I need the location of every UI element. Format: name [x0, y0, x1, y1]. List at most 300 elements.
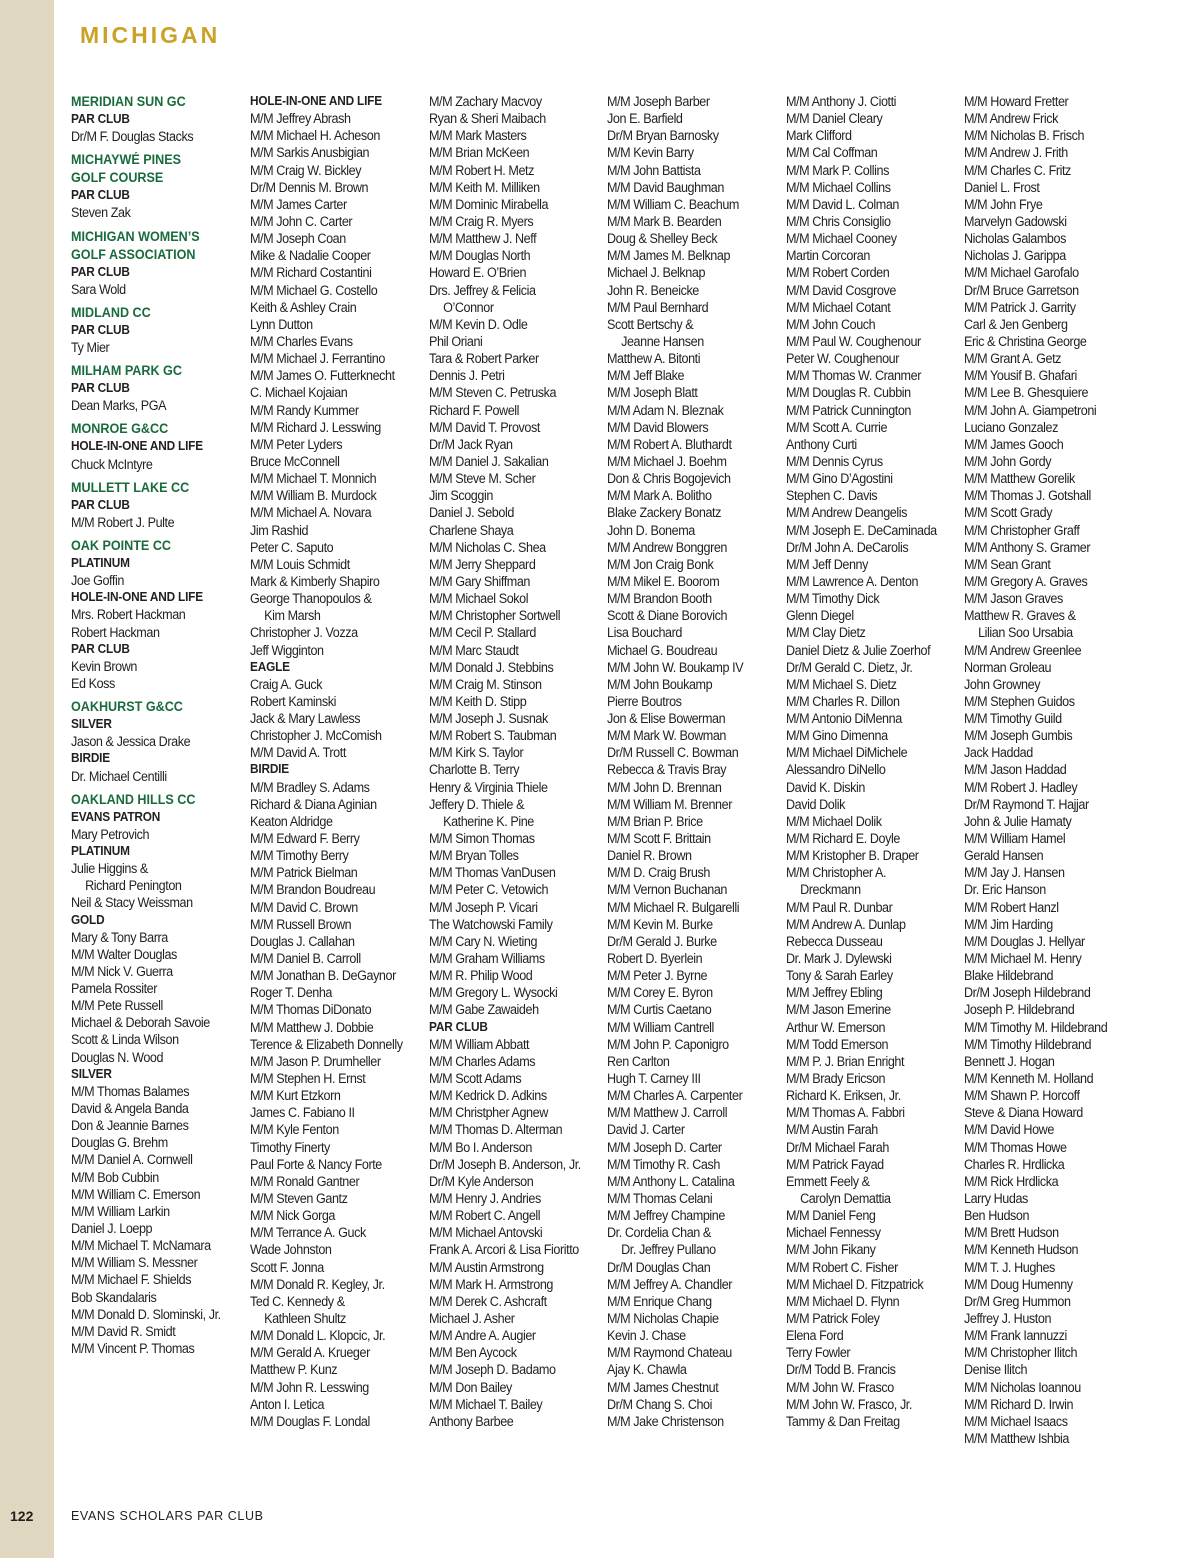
donor-name: Dr. Michael Centilli [71, 768, 167, 784]
donor-name: M/M Michael Garofalo [964, 265, 1079, 281]
donor-name: M/M John A. Giampetroni [964, 402, 1097, 418]
donor-name: Dr/M Russell C. Bowman [607, 745, 739, 761]
donor-name: M/M Michael H. Acheson [250, 128, 380, 144]
donor-name: M/M Michael G. Costello [250, 282, 378, 298]
donor-name: Daniel J. Loepp [71, 1221, 153, 1237]
donor-name: M/M David Blowers [607, 419, 709, 435]
donor-name: Dr/M John A. DeCarolis [786, 539, 909, 555]
donor-name: M/M John R. Lesswing [250, 1379, 369, 1395]
donor-name-continued: Lilian Soo Ursabia [978, 625, 1073, 641]
donor-name: M/M William S. Messner [71, 1255, 198, 1271]
donor-name: M/M Thomas W. Cranmer [786, 368, 921, 384]
donor-name: M/M Marc Staudt [429, 642, 519, 658]
donor-name: M/M Craig M. Stinson [429, 676, 542, 692]
donor-name: M/M David Baughman [607, 179, 724, 195]
donor-name: Matthew A. Bitonti [607, 351, 701, 367]
donor-name: M/M Michael D. Fitzpatrick [786, 1276, 924, 1292]
donor-name: Tony & Sarah Earley [786, 968, 893, 984]
donor-name: M/M Scott A. Currie [786, 419, 888, 435]
donor-name: M/M Gino D’Agostini [786, 471, 893, 487]
donor-name: M/M Keith M. Milliken [429, 179, 540, 195]
donor-name: Keaton Aldridge [250, 813, 333, 829]
donor-name: M/M Christpher Agnew [429, 1105, 548, 1121]
donor-name: M/M Kyle Fenton [250, 1122, 339, 1138]
donor-name: Drs. Jeffrey & Felicia [429, 282, 536, 298]
donor-name: M/M Daniel Cleary [786, 111, 883, 127]
donor-name: M/M Thomas VanDusen [429, 865, 556, 881]
donor-name-continued: Kathleen Shultz [264, 1310, 346, 1326]
donor-name: Dr/M Joseph Hildebrand [964, 985, 1091, 1001]
club-name: MILHAM PARK GC [71, 363, 182, 379]
donor-name: Dennis J. Petri [429, 368, 505, 384]
giving-level: PLATINUM [71, 555, 130, 570]
donor-name: M/M William M. Brenner [607, 796, 732, 812]
donor-name: M/M Christopher Graff [964, 522, 1080, 538]
donor-name: M/M Mikel E. Boorom [607, 573, 720, 589]
donor-name: Denise Ilitch [964, 1362, 1028, 1378]
donor-name: M/M Joseph Gumbis [964, 728, 1073, 744]
donor-name: M/M John Gordy [964, 453, 1052, 469]
donor-name: Martin Corcoran [786, 248, 870, 264]
club-name: GOLF COURSE [71, 170, 164, 186]
donor-name: M/M Michael DiMichele [786, 745, 908, 761]
donor-name: Daniel R. Brown [607, 848, 692, 864]
donor-name: M/M Michael D. Flynn [786, 1293, 900, 1309]
donor-name: M/M Scott Adams [429, 1071, 522, 1087]
club-name: MICHAYWÉ PINES [71, 152, 182, 168]
donor-name: M/M Frank Iannuzzi [964, 1328, 1067, 1344]
donor-name: Steve & Diana Howard [964, 1105, 1083, 1121]
donor-name: Anthony Curti [786, 436, 857, 452]
donor-name: M/M Mark W. Bowman [607, 728, 726, 744]
donor-name: Christopher J. McComish [250, 728, 382, 744]
donor-name: Mary Petrovich [71, 826, 150, 842]
donor-name: M/M John Boukamp [607, 676, 713, 692]
donor-name: M/M Robert Hanzl [964, 899, 1059, 915]
donor-name: M/M John Battista [607, 162, 701, 178]
donor-name: Dr. Mark J. Dylewski [786, 951, 892, 967]
donor-name: M/M William Hamel [964, 831, 1066, 847]
donor-name: M/M Robert H. Metz [429, 162, 535, 178]
donor-name: M/M Brandon Booth [607, 591, 712, 607]
donor-name: M/M Robert J. Pulte [71, 514, 175, 530]
donor-name: M/M Jason Emerine [786, 1002, 891, 1018]
donor-name: Howard E. O’Brien [429, 265, 527, 281]
donor-name: Anton I. Letica [250, 1396, 325, 1412]
donor-name: M/M Mark H. Armstrong [429, 1276, 554, 1292]
donor-name: M/M Scott Grady [964, 505, 1053, 521]
donor-name: John & Julie Hamaty [964, 813, 1072, 829]
donor-name: M/M P. J. Brian Enright [786, 1053, 905, 1069]
donor-name: Eric & Christina George [964, 333, 1087, 349]
page-footer [0, 1506, 600, 1530]
donor-name: M/M Kevin D. Odle [429, 316, 528, 332]
club-name: MERIDIAN SUN GC [71, 94, 186, 109]
donor-name: Sara Wold [71, 281, 126, 297]
donor-name: M/M Charles R. Dillon [786, 693, 900, 709]
donor-name: Richard F. Powell [429, 402, 520, 418]
donor-name: M/M Michael Cooney [786, 231, 897, 247]
giving-level: GOLD [71, 912, 105, 927]
donor-name: M/M Charles C. Fritz [964, 162, 1071, 178]
donor-name: Wade Johnston [250, 1242, 332, 1258]
donor-name: Tara & Robert Parker [429, 351, 539, 367]
giving-level: PAR CLUB [71, 497, 130, 512]
donor-name: Matthew R. Graves & [964, 608, 1076, 624]
donor-name: M/M Jason Graves [964, 591, 1063, 607]
donor-name: M/M Austin Armstrong [429, 1259, 544, 1275]
donor-name: M/M Bryan Tolles [429, 848, 519, 864]
donor-name: M/M Gabe Zawaideh [429, 1002, 539, 1018]
donor-name: George Thanopoulos & [250, 591, 372, 607]
donor-name: M/M Cary N. Wieting [429, 933, 538, 949]
donor-name: M/M Chris Consiglio [786, 213, 891, 229]
donor-name: M/M Curtis Caetano [607, 1002, 712, 1018]
donor-name: M/M Michael A. Novara [250, 505, 372, 521]
club-name: GOLF ASSOCIATION [71, 246, 196, 262]
donor-name: John R. Beneicke [607, 282, 699, 298]
donor-name: M/M Brady Ericson [786, 1071, 886, 1087]
donor-name: Michael J. Belknap [607, 265, 706, 281]
donor-name: M/M Andrew A. Dunlap [786, 916, 906, 932]
donor-name: M/M Zachary Macvoy [429, 94, 542, 109]
donor-name: M/M Jay J. Hansen [964, 865, 1065, 881]
column-5 [786, 93, 962, 1430]
donor-name: M/M Gino Dimenna [786, 728, 888, 744]
donor-name: Arthur W. Emerson [786, 1019, 886, 1035]
donor-name: Dr/M Bryan Barnosky [607, 128, 719, 144]
giving-level: SILVER [71, 1066, 112, 1081]
donor-name: M/M Jonathan B. DeGaynor [250, 968, 396, 984]
donor-name: M/M Bradley S. Adams [250, 779, 370, 795]
donor-name: Lisa Bouchard [607, 625, 682, 641]
donor-name: Dr/M Jack Ryan [429, 436, 513, 452]
donor-name: M/M Michael J. Ferrantino [250, 351, 385, 367]
donor-name: M/M Charles A. Carpenter [607, 1088, 743, 1104]
donor-name: M/M Matthew J. Carroll [607, 1105, 728, 1121]
donor-name: Jim Rashid [250, 522, 309, 538]
donor-name: M/M Corey E. Byron [607, 985, 713, 1001]
donor-name: M/M Kurt Etzkorn [250, 1088, 341, 1104]
club-name: MICHIGAN WOMEN’S [71, 228, 200, 244]
donor-name: M/M Daniel Feng [786, 1208, 876, 1224]
donor-name: M/M Michael Antovski [429, 1225, 543, 1241]
donor-name: M/M Raymond Chateau [607, 1345, 732, 1361]
donor-name: Joe Goffin [71, 573, 124, 589]
donor-name: Peter C. Saputo [250, 539, 334, 555]
donor-name: M/M Robert C. Angell [429, 1208, 541, 1224]
donor-name: M/M Sarkis Anusbigian [250, 145, 370, 161]
donor-name: M/M Don Bailey [429, 1379, 512, 1395]
donor-name: M/M Joseph E. DeCaminada [786, 522, 937, 538]
donor-name: M/M William Cantrell [607, 1019, 714, 1035]
donor-name: M/M Donald R. Kegley, Jr. [250, 1276, 385, 1292]
donor-name: M/M Craig W. Bickley [250, 162, 362, 178]
donor-name: Scott & Linda Wilson [71, 1032, 179, 1048]
donor-name: M/M Jon Craig Bonk [607, 556, 714, 572]
donor-name: Norman Groleau [964, 659, 1052, 675]
donor-name: Richard & Diana Aginian [250, 796, 377, 812]
donor-name: David & Angela Banda [71, 1101, 189, 1117]
donor-name: Pierre Boutros [607, 693, 682, 709]
donor-name: M/M Grant A. Getz [964, 351, 1062, 367]
donor-name: Dr/M F. Douglas Stacks [71, 129, 194, 145]
donor-name: M/M Andrew Frick [964, 111, 1058, 127]
donor-name: M/M Michael J. Boehm [607, 453, 727, 469]
donor-name: M/M Timothy M. Hildebrand [964, 1019, 1108, 1035]
donor-name: M/M Kevin Barry [607, 145, 694, 161]
donor-name: Bob Skandalaris [71, 1289, 157, 1305]
donor-name: M/M Yousif B. Ghafari [964, 368, 1077, 384]
donor-name: M/M Stephen Guidos [964, 693, 1075, 709]
donor-name: M/M Scott F. Brittain [607, 831, 711, 847]
giving-level: HOLE-IN-ONE AND LIFE [71, 590, 203, 605]
donor-name: M/M Peter Lyders [250, 436, 343, 452]
donor-name: M/M Paul W. Coughenour [786, 333, 921, 349]
donor-name: Dr/M Kyle Anderson [429, 1173, 534, 1189]
donor-name: Matthew P. Kunz [250, 1362, 338, 1378]
donor-name: M/M Lawrence A. Denton [786, 573, 919, 589]
donor-name: Jeffrey J. Huston [964, 1310, 1052, 1326]
donor-name: M/M Jeffrey A. Chandler [607, 1276, 733, 1292]
donor-name: M/M William Abbatt [429, 1036, 530, 1052]
donor-name: Dr/M Todd B. Francis [786, 1362, 896, 1378]
donor-name: Douglas J. Callahan [250, 933, 355, 949]
donor-name: Nicholas Galambos [964, 231, 1066, 247]
donor-name: Jason & Jessica Drake [71, 734, 191, 750]
giving-level: BIRDIE [250, 762, 289, 777]
giving-level: PAR CLUB [429, 1019, 488, 1034]
donor-name: M/M Patrick Cunnington [786, 402, 912, 418]
donor-name: Carl & Jen Genberg [964, 316, 1068, 332]
donor-name: M/M Gregory L. Wysocki [429, 985, 558, 1001]
donor-name: M/M Nicholas Ioannou [964, 1379, 1081, 1395]
giving-level: EVANS PATRON [71, 809, 161, 824]
donor-name: David J. Carter [607, 1122, 685, 1138]
donor-name: M/M Andre A. Augier [429, 1328, 536, 1344]
donor-name: M/M Kedrick D. Adkins [429, 1088, 547, 1104]
donor-name: M/M Robert C. Fisher [786, 1259, 898, 1275]
donor-columns [0, 93, 1200, 1473]
donor-name: M/M Antonio DiMenna [786, 711, 902, 727]
donor-name-continued: Kim Marsh [264, 608, 321, 624]
donor-name: M/M Patrick Fayad [786, 1156, 884, 1172]
giving-level: EAGLE [250, 659, 290, 674]
donor-name: M/M Jeffrey Champine [607, 1208, 725, 1224]
donor-name: M/M Christopher Ilitch [964, 1345, 1078, 1361]
donor-name: M/M Timothy Hildebrand [964, 1036, 1092, 1052]
donor-name: M/M Sean Grant [964, 556, 1051, 572]
donor-name: M/M Lee B. Ghesquiere [964, 385, 1089, 401]
donor-name: Phil Oriani [429, 333, 483, 349]
donor-name: Charlotte B. Terry [429, 762, 520, 778]
donor-name: M/M Brian P. Brice [607, 813, 703, 829]
donor-name: M/M Cal Coffman [786, 145, 878, 161]
donor-name: Daniel J. Sebold [429, 505, 514, 521]
donor-name: M/M Mark P. Collins [786, 162, 889, 178]
donor-name: M/M Joseph Blatt [607, 385, 698, 401]
donor-name: M/M Jeffrey Ebling [786, 985, 883, 1001]
giving-level: HOLE-IN-ONE AND LIFE [250, 94, 382, 108]
donor-name: Roger T. Denha [250, 985, 333, 1001]
donor-name: M/M John Fikany [786, 1242, 876, 1258]
donor-name: Dr/M Dennis M. Brown [250, 179, 369, 195]
club-name: OAKLAND HILLS CC [71, 791, 196, 807]
page-number: 122 [10, 1508, 34, 1524]
donor-name: M/M Robert A. Bluthardt [607, 436, 732, 452]
donor-name: M/M Andrew Deangelis [786, 505, 907, 521]
donor-name: Hugh T. Carney III [607, 1071, 701, 1087]
donor-name: Don & Jeannie Barnes [71, 1118, 189, 1134]
donor-name: M/M Michael Isaacs [964, 1413, 1068, 1429]
donor-name: M/M Thomas D. Alterman [429, 1122, 563, 1138]
donor-name: M/M Joseph P. Vicari [429, 899, 538, 915]
donor-name: M/M Brett Hudson [964, 1225, 1059, 1241]
donor-name: M/M Stephen H. Ernst [250, 1071, 366, 1087]
donor-name: Jack & Mary Lawless [250, 711, 361, 727]
giving-level: BIRDIE [71, 751, 110, 766]
donor-name: M/M David A. Trott [250, 745, 346, 761]
donor-name: Tammy & Dan Freitag [786, 1413, 900, 1429]
club-name: OAK POINTE CC [71, 537, 172, 553]
donor-name: M/M Patrick Foley [786, 1310, 880, 1326]
donor-name: M/M Graham Williams [429, 951, 545, 967]
donor-name: M/M Matthew J. Dobbie [250, 1019, 374, 1035]
donor-name-continued: Carolyn Demattia [800, 1191, 891, 1206]
club-name: MONROE G&CC [71, 421, 169, 437]
donor-name: M/M Jim Harding [964, 916, 1053, 932]
donor-name: Rebecca Dusseau [786, 933, 883, 949]
donor-name: M/M Michael Dolik [786, 813, 882, 829]
donor-name: Keith & Ashley Crain [250, 299, 357, 315]
donor-name: Ed Koss [71, 675, 115, 691]
donor-name: Robert D. Byerlein [607, 951, 703, 967]
column-3 [429, 93, 605, 1430]
donor-name: Jon & Elise Bowerman [607, 711, 726, 727]
donor-name: M/M Anthony L. Catalina [607, 1173, 735, 1189]
donor-name: M/M Jeffrey Abrash [250, 111, 351, 127]
donor-name: M/M Brian McKeen [429, 145, 530, 161]
donor-name: M/M Walter Douglas [71, 946, 177, 962]
donor-name: Dr. Eric Hanson [964, 882, 1046, 898]
donor-name: M/M Michael M. Henry [964, 951, 1082, 967]
donor-name: M/M Jason Haddad [964, 762, 1067, 778]
donor-name: M/M Mark B. Bearden [607, 213, 722, 229]
donor-name-continued: Dr. Jeffrey Pullano [621, 1242, 716, 1258]
column-4 [607, 93, 783, 1430]
donor-name: Richard K. Eriksen, Jr. [786, 1088, 901, 1104]
donor-name: M/M Keith D. Stipp [429, 693, 527, 709]
donor-name: M/M John W. Boukamp IV [607, 659, 744, 675]
donor-name: M/M John W. Frasco [786, 1379, 894, 1395]
donor-name: M/M Andrew J. Frith [964, 145, 1068, 161]
donor-name: M/M Simon Thomas [429, 831, 535, 847]
donor-name: Julie Higgins & [71, 861, 148, 877]
publication-name: EVANS SCHOLARS PAR CLUB [71, 1509, 264, 1523]
donor-name: Dean Marks, PGA [71, 398, 167, 414]
donor-name: M/M Dominic Mirabella [429, 196, 549, 212]
donor-name: M/M Jeff Denny [786, 556, 868, 572]
donor-name: Steven Zak [71, 205, 131, 221]
donor-name: M/M Enrique Chang [607, 1293, 712, 1309]
club-name: OAKHURST G&CC [71, 699, 183, 715]
donor-name: Douglas N. Wood [71, 1049, 164, 1065]
donor-name: Luciano Gonzalez [964, 419, 1058, 435]
donor-name-continued: O’Connor [443, 299, 494, 315]
donor-name: M/M Michael Sokol [429, 591, 529, 607]
donor-name: M/M Matthew J. Neff [429, 231, 537, 247]
donor-name: M/M Clay Dietz [786, 625, 866, 641]
donor-name: Dr/M Michael Farah [786, 1139, 889, 1155]
donor-name: M/M Steven Gantz [250, 1191, 348, 1206]
donor-name: Scott & Diane Borovich [607, 608, 728, 624]
donor-name: M/M Vernon Buchanan [607, 882, 728, 898]
donor-name: Lynn Dutton [250, 316, 313, 332]
donor-name: Ryan & Sheri Maibach [429, 111, 546, 127]
donor-name: M/M David Howe [964, 1122, 1054, 1138]
donor-name: Elena Ford [786, 1328, 844, 1344]
donor-name: M/M Shawn P. Horcoff [964, 1088, 1080, 1104]
donor-name: John D. Bonema [607, 522, 695, 538]
donor-name: M/M David Cosgrove [786, 282, 896, 298]
donor-name: M/M Anthony S. Gramer [964, 539, 1091, 555]
donor-name: Jeffery D. Thiele & [429, 796, 525, 812]
donor-name: M/M William Larkin [71, 1203, 170, 1219]
donor-name: M/M Robert Corden [786, 265, 890, 281]
donor-name: Dr/M Gerald C. Dietz, Jr. [786, 659, 913, 675]
donor-name: Craig A. Guck [250, 676, 323, 692]
donor-name: M/M Robert S. Taubman [429, 728, 557, 744]
giving-level: PAR CLUB [71, 188, 130, 203]
donor-name: M/M Gerald A. Krueger [250, 1345, 370, 1361]
donor-name: Kevin Brown [71, 658, 138, 674]
donor-name: M/M Austin Farah [786, 1122, 878, 1138]
donor-name: Dr/M Raymond T. Hajjar [964, 796, 1089, 812]
donor-name: Paul Forte & Nancy Forte [250, 1156, 382, 1172]
club-name: MULLETT LAKE CC [71, 479, 190, 495]
donor-name: Michael Fennessy [786, 1225, 881, 1241]
donor-name: Mark & Kimberly Shapiro [250, 573, 380, 589]
donor-name: M/M Terrance A. Guck [250, 1225, 366, 1241]
donor-name: M/M Gary Shiffman [429, 573, 531, 589]
donor-name: M/M Bo I. Anderson [429, 1139, 532, 1155]
donor-name: M/M Patrick J. Garrity [964, 299, 1076, 315]
donor-name: Neil & Stacy Weissman [71, 895, 193, 911]
donor-name: M/M Nicholas Chapie [607, 1310, 719, 1326]
donor-name: M/M Matthew Gorelik [964, 471, 1075, 487]
donor-name: M/M Michael F. Shields [71, 1272, 192, 1288]
state-title: MICHIGAN [80, 22, 221, 48]
donor-name: M/M Michael R. Bulgarelli [607, 899, 740, 915]
donor-name: M/M Ronald Gantner [250, 1173, 360, 1189]
donor-name: Dr. Cordelia Chan & [607, 1225, 711, 1241]
donor-name: M/M David R. Smidt [71, 1323, 176, 1339]
donor-name: M/M William C. Emerson [71, 1186, 201, 1202]
donor-name: M/M Joseph Barber [607, 94, 710, 109]
donor-name: Frank A. Arcori & Lisa Fioritto [429, 1242, 579, 1258]
donor-name: Terence & Elizabeth Donnelly [250, 1036, 403, 1052]
donor-name: M/M James Chestnut [607, 1379, 719, 1395]
donor-name: Stephen C. Davis [786, 488, 878, 504]
donor-name: M/M Charles Adams [429, 1053, 536, 1069]
donor-name: M/M Kirk S. Taylor [429, 745, 524, 761]
donor-name: M/M Andrew Greenlee [964, 642, 1082, 658]
donor-name: M/M Daniel J. Sakalian [429, 453, 549, 469]
donor-name: M/M Derek C. Ashcraft [429, 1293, 547, 1309]
donor-name: M/M Bob Cubbin [71, 1169, 159, 1185]
donor-name: Chuck McIntyre [71, 456, 153, 472]
donor-name: Jon E. Barfield [607, 111, 683, 127]
